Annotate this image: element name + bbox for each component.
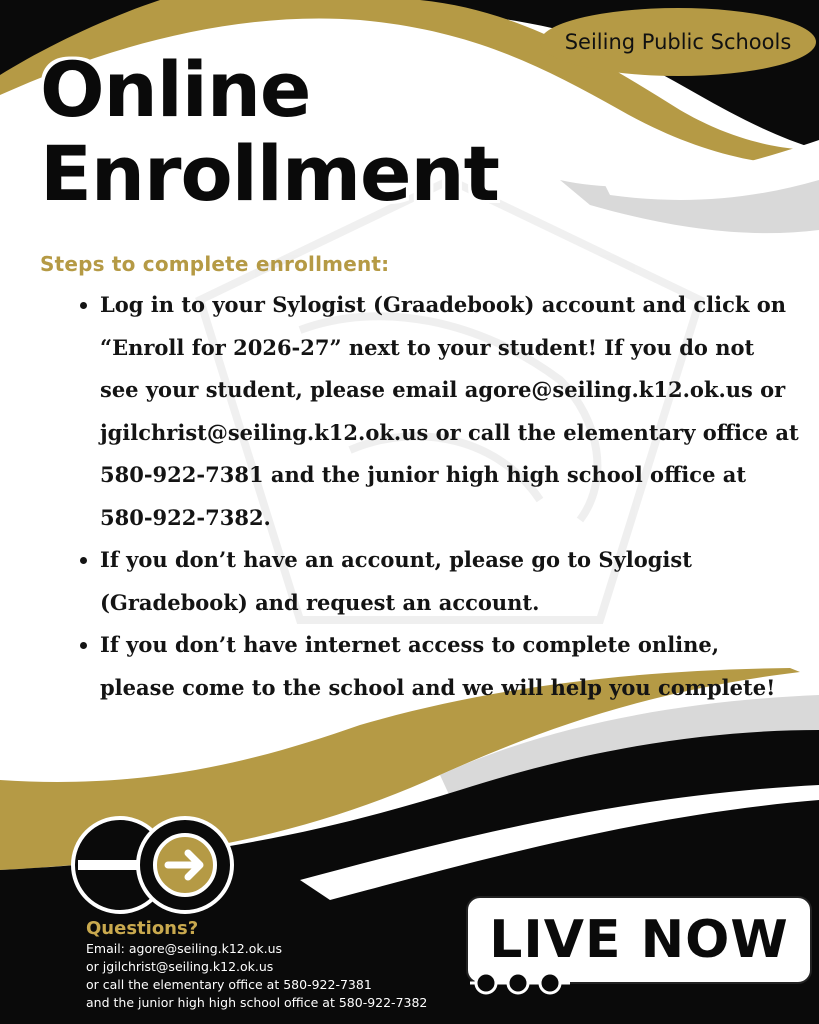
title-line-online: Online bbox=[40, 45, 311, 134]
school-name-badge: Seiling Public Schools bbox=[564, 30, 792, 54]
questions-title: Questions? bbox=[86, 918, 199, 939]
step-item-no-internet: • If you don’t have internet access to complete online, please come to the school and we will help you complete! bbox=[100, 624, 800, 709]
step-item-login: • Log in to your Sylogist (Graadebook) account and click on “Enroll for 2026-27” next to your student! If you do not see your student, please email agore@seiling.k12.ok.us or jgilchrist@seiling.k12.ok.us or call the elementary office at 580-922-7381 and the junior high high school office at 580-922-7382. bbox=[100, 284, 800, 539]
step-item-no-account: • If you don’t have an account, please go to Sylogist (Gradebook) and request an account. bbox=[100, 539, 800, 624]
page-title bbox=[40, 45, 499, 218]
title-line-enrollment: Enrollment bbox=[40, 129, 499, 218]
three-dots-icon bbox=[470, 970, 570, 996]
arrow-circle-logo-icon bbox=[70, 815, 240, 915]
questions-highschool-line: and the junior high high school office at 580-922-7382 bbox=[86, 995, 428, 1010]
questions-email-line: Email: agore@seiling.k12.ok.us bbox=[86, 941, 283, 956]
steps-heading: Steps to complete enrollment: bbox=[40, 252, 390, 276]
questions-block bbox=[86, 918, 466, 1012]
steps-list bbox=[60, 284, 800, 709]
live-now-text: LIVE NOW bbox=[489, 910, 789, 970]
questions-elementary-line: or call the elementary office at 580-922-7381 bbox=[86, 977, 372, 992]
questions-email-alt-line: or jgilchrist@seiling.k12.ok.us bbox=[86, 959, 274, 974]
